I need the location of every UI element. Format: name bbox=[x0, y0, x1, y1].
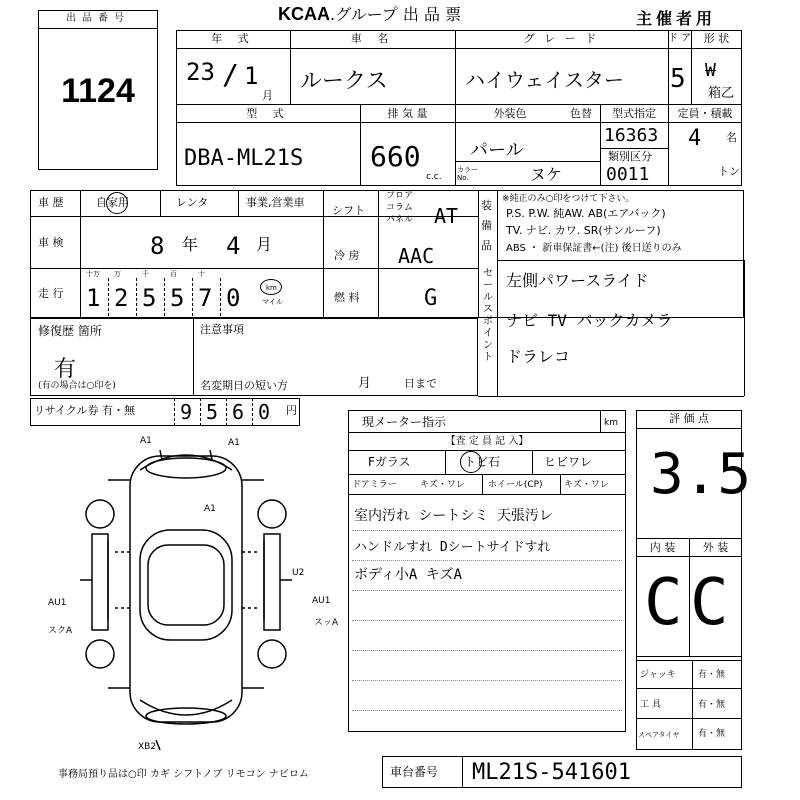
expiry-label: 名変期日の短い方 bbox=[200, 379, 288, 392]
wheel-label: ホイール(CP) bbox=[488, 480, 543, 490]
km-label: km bbox=[266, 284, 277, 292]
sales-point-line1: 左側パワースライド bbox=[506, 271, 649, 290]
hibiware: ヒビワレ bbox=[544, 455, 593, 469]
sales-point-label: セ ー ル ス ポ イ ン ト bbox=[483, 268, 493, 363]
inspection-month-unit: 月 bbox=[256, 235, 273, 254]
score-value: 3.5 bbox=[650, 442, 752, 507]
repair-label: 修復歴 箇所 bbox=[38, 324, 102, 338]
grade-label: グ レ ー ド bbox=[523, 32, 600, 45]
history-private: 自家用 bbox=[96, 196, 129, 209]
ton-unit: トン bbox=[718, 165, 740, 178]
office-items: 事務局預り品は○印 カギ シフトノブ リモコン ナビロム bbox=[58, 769, 309, 780]
door-mirror: ドアミラー bbox=[352, 480, 397, 490]
divider bbox=[352, 680, 622, 681]
mileage-digit: 0 bbox=[226, 284, 241, 312]
model-label: 型 式 bbox=[246, 107, 290, 120]
organizer-label: 主催者用 bbox=[636, 11, 717, 28]
mileage-digit-header: 十 bbox=[198, 270, 205, 278]
model-value: DBA-ML21S bbox=[184, 146, 304, 171]
body-color-label: 外装色 bbox=[493, 107, 527, 120]
divider bbox=[462, 756, 463, 788]
interior-label: 内 装 bbox=[649, 541, 676, 554]
damage-mark: A1 bbox=[140, 436, 152, 446]
chassis-number: ML21S-541601 bbox=[472, 760, 631, 785]
shift-value: AT bbox=[434, 204, 459, 228]
shift-option-column: コラム bbox=[386, 203, 413, 213]
divider bbox=[352, 530, 622, 531]
shape-value: W bbox=[705, 60, 716, 81]
inspector-header: 【査 定 員 記 入】 bbox=[445, 436, 529, 447]
class-label: 類別区分 bbox=[608, 150, 652, 163]
chassis-label: 車台番号 bbox=[390, 765, 439, 779]
class-value: 0011 bbox=[606, 164, 650, 185]
spare-label: スペアタイヤ bbox=[638, 731, 680, 739]
divider bbox=[348, 474, 626, 475]
damage-mark: AU1 bbox=[48, 598, 67, 608]
divider bbox=[560, 474, 561, 494]
f-glass: Fガラス bbox=[368, 455, 411, 469]
expiry-month: 月 bbox=[358, 376, 372, 391]
capacity-unit: 名 bbox=[726, 131, 737, 144]
mileage-digit: 2 bbox=[114, 284, 129, 312]
shift-option-panel: パネル bbox=[386, 215, 414, 225]
recycle-yen: 円 bbox=[286, 404, 297, 417]
doors-value: 5 bbox=[670, 64, 686, 94]
divider bbox=[352, 620, 622, 621]
divider bbox=[636, 656, 742, 657]
equipment-note: ※純正のみ○印をつけて下さい。 bbox=[502, 194, 635, 204]
meter-label: 現メーター指示 bbox=[362, 415, 447, 429]
inspection-label: 車 検 bbox=[38, 236, 64, 249]
equipment-line3: ABS ・ 新車保証書←(注) 後日送りのみ bbox=[506, 243, 682, 254]
grade-value: ハイウェイスター bbox=[465, 68, 624, 92]
ac-label: 冷 房 bbox=[334, 249, 360, 262]
damage-mark: スッA bbox=[314, 618, 339, 628]
divider bbox=[348, 450, 626, 451]
mileage-digit-header: 千 bbox=[142, 270, 149, 278]
damage-mark: XB2 bbox=[138, 742, 157, 752]
shift-option-floor: フロア bbox=[386, 191, 414, 201]
divider bbox=[352, 560, 622, 561]
exterior-value: C bbox=[690, 566, 729, 640]
exhibit-number-label: 出品番号 bbox=[66, 13, 130, 24]
equipment-line2: TV. ナビ. カワ. SR(サンルーフ) bbox=[506, 224, 661, 237]
shift-label: シフト bbox=[332, 204, 365, 217]
color-value: パール bbox=[470, 140, 524, 161]
color-no-label: カラー No. bbox=[457, 166, 478, 182]
divider bbox=[352, 650, 622, 651]
month-unit: 月 bbox=[262, 89, 273, 102]
tobi-ishi: トビ石 bbox=[464, 455, 501, 469]
mileage-label: 走 行 bbox=[38, 287, 64, 300]
equipment-line1: P.S. P.W. 純AW. AB(エアバック) bbox=[506, 207, 666, 220]
month-value: 1 bbox=[244, 62, 259, 90]
meter-km: km bbox=[604, 418, 618, 428]
mileage-digit: 7 bbox=[198, 284, 213, 312]
damage-mark: A1 bbox=[204, 504, 216, 514]
fuel-value: G bbox=[424, 286, 438, 311]
divider bbox=[532, 450, 533, 474]
damage-mark: AU1 bbox=[312, 596, 331, 606]
ac-value: AAC bbox=[398, 244, 435, 268]
divider bbox=[636, 660, 742, 661]
equipment-label: 装 備 品 bbox=[481, 199, 492, 252]
capacity-value: 4 bbox=[688, 126, 702, 151]
shape-note: 箱乙 bbox=[708, 86, 735, 101]
divider bbox=[445, 450, 446, 474]
exhibit-number: 1124 bbox=[61, 72, 135, 110]
sales-point-line3: ドラレコ bbox=[506, 347, 571, 366]
wheel-damage: キズ・ワレ bbox=[564, 480, 609, 490]
type-designation-value: 16363 bbox=[604, 125, 659, 146]
displacement-label: 排 気 量 bbox=[387, 107, 428, 120]
inspection-year: 8 bbox=[150, 232, 165, 260]
mileage-digit: 1 bbox=[86, 284, 101, 312]
score-label: 評 価 点 bbox=[669, 412, 709, 425]
year-label: 年 式 bbox=[211, 32, 255, 45]
displacement-value: 660 bbox=[370, 140, 421, 173]
damage-mark: A1 bbox=[228, 438, 240, 448]
history-label: 車 歴 bbox=[38, 196, 64, 209]
divider bbox=[352, 710, 622, 711]
repair-value: 有 bbox=[54, 357, 77, 382]
exterior-label: 外 装 bbox=[702, 541, 729, 554]
divider bbox=[348, 432, 626, 433]
recycle-digit: 6 bbox=[232, 400, 245, 424]
mileage-digit: 5 bbox=[142, 284, 157, 312]
mirror-damage: キズ・ワレ bbox=[420, 480, 465, 490]
capacity-label: 定員・積載 bbox=[677, 107, 733, 120]
remark-line2: ハンドルすれ Dシートサイドすれ bbox=[354, 540, 551, 555]
recycle-digit: 5 bbox=[206, 400, 219, 424]
mile-label: マイル bbox=[262, 298, 283, 306]
kcaa-logo: KCAA bbox=[278, 4, 330, 24]
year-month-separator: / bbox=[222, 58, 239, 91]
recycle-label: リサイクル券 有・無 bbox=[34, 404, 135, 417]
history-business: 事業,営業車 bbox=[246, 196, 305, 209]
tools-options: 有・無 bbox=[698, 700, 726, 710]
mileage-digit-header: 百 bbox=[170, 270, 177, 278]
spare-options: 有・無 bbox=[698, 729, 726, 739]
remark-line1: 室内汚れ シートシミ 天張汚レ bbox=[354, 508, 553, 524]
divider bbox=[348, 494, 626, 495]
recycle-digit: 9 bbox=[180, 400, 193, 424]
divider bbox=[482, 474, 483, 494]
divider bbox=[600, 410, 601, 432]
shape-label: 形 状 bbox=[703, 32, 730, 45]
history-rental: レンタ bbox=[176, 196, 209, 209]
divider bbox=[636, 718, 742, 719]
notes-label: 注意事項 bbox=[200, 323, 244, 336]
car-name: ルークス bbox=[300, 69, 388, 94]
mileage-digit-header: 万 bbox=[114, 270, 121, 278]
type-designation-label: 型式指定 bbox=[612, 107, 656, 120]
recycle-digit: 0 bbox=[258, 400, 271, 424]
circle-mark bbox=[460, 451, 482, 473]
divider bbox=[636, 688, 742, 689]
fuel-label: 燃 料 bbox=[334, 291, 360, 304]
inspection-year-unit: 年 bbox=[182, 235, 199, 254]
jack-options: 有・無 bbox=[698, 670, 726, 680]
color-no-value: ヌケ bbox=[530, 165, 563, 184]
sales-point-line2: ナビ TV バックカメラ bbox=[506, 311, 673, 330]
divider bbox=[692, 660, 693, 750]
expiry-day: 日まで bbox=[404, 377, 437, 390]
interior-value: C bbox=[644, 566, 683, 640]
damage-mark: スクA bbox=[48, 626, 73, 636]
tools-label: 工 具 bbox=[640, 700, 661, 710]
divider bbox=[636, 428, 742, 429]
cc-unit: c.c. bbox=[426, 172, 442, 182]
jack-label: ジャッキ bbox=[640, 670, 676, 680]
year-value: 23 bbox=[186, 58, 215, 86]
repair-note: (有の場合は○印を) bbox=[38, 381, 116, 391]
divider bbox=[352, 590, 622, 591]
remark-line3: ボディ小A キズA bbox=[354, 567, 462, 583]
inspection-month: 4 bbox=[226, 232, 241, 260]
damage-mark: U2 bbox=[292, 568, 305, 578]
doors-label: ド ア bbox=[668, 33, 692, 44]
color-change-label: 色替 bbox=[570, 107, 592, 120]
mileage-digit: 5 bbox=[170, 284, 185, 312]
title-text: .グループ 出 品 票 bbox=[330, 5, 462, 24]
mileage-digit-header: 十万 bbox=[86, 270, 100, 278]
car-name-label: 車 名 bbox=[350, 32, 395, 45]
